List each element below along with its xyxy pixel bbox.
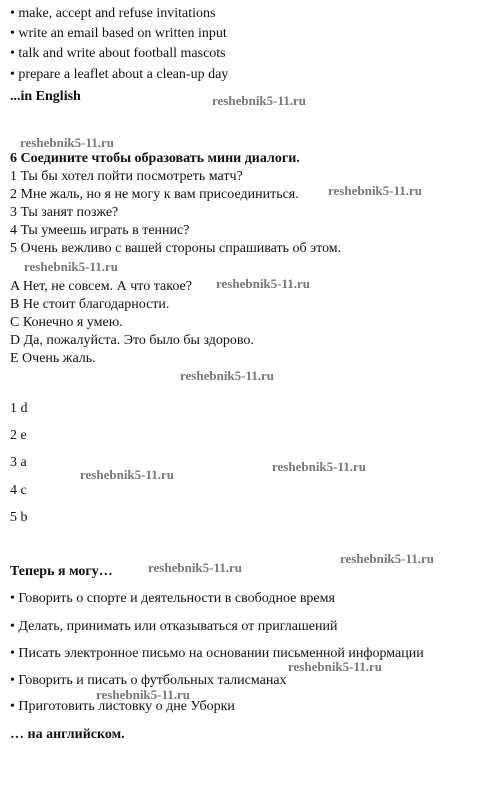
watermark: reshebnik5-11.ru [340, 551, 435, 566]
option-c: C Конечно я умею. [10, 315, 123, 330]
watermark: reshebnik5-11.ru [24, 259, 119, 274]
option-d: D Да, пожалуйста. Это было бы здорово. [10, 333, 254, 348]
bullet-ru-2: • Делать, принимать или отказываться от приглашений [10, 619, 338, 634]
question-3: 3 Ты занят позже? [10, 205, 119, 220]
answer-1: 1 d [10, 401, 28, 416]
watermark: reshebnik5-11.ru [212, 93, 307, 108]
bullet-en-1: • make, accept and refuse invitations [10, 6, 216, 21]
answer-3: 3 a [10, 455, 27, 470]
now-i-can-heading: Теперь я могу… [10, 564, 113, 579]
option-a: A Нет, не совсем. А что такое? [10, 279, 192, 294]
watermark: reshebnik5-11.ru [180, 368, 275, 383]
bullet-en-4: • prepare a leaflet about a clean-up day [10, 67, 229, 82]
bullet-en-2: • write an email based on written input [10, 26, 227, 41]
question-2: 2 Мне жаль, но я не могу к вам присоединиться. [10, 187, 299, 202]
watermark: reshebnik5-11.ru [96, 687, 191, 702]
question-4: 4 Ты умеешь играть в теннис? [10, 223, 190, 238]
in-english-label-ru: … на английском. [10, 727, 125, 742]
question-1: 1 Ты бы хотел пойти посмотреть матч? [10, 169, 243, 184]
watermark: reshebnik5-11.ru [20, 135, 115, 150]
watermark: reshebnik5-11.ru [216, 276, 311, 291]
watermark: reshebnik5-11.ru [272, 459, 367, 474]
option-e: E Очень жаль. [10, 351, 96, 366]
watermark: reshebnik5-11.ru [80, 467, 175, 482]
bullet-ru-1: • Говорить о спорте и деятельности в свободное время [10, 591, 335, 606]
bullet-ru-4: • Говорить и писать о футбольных талисманах [10, 673, 287, 688]
in-english-label: ...in English [10, 89, 81, 104]
watermark: reshebnik5-11.ru [288, 659, 383, 674]
question-5: 5 Очень вежливо с вашей стороны спрашивать об этом. [10, 241, 342, 256]
task-heading: 6 Соедините чтобы образовать мини диалоги. [10, 151, 300, 166]
answer-4: 4 c [10, 483, 27, 498]
bullet-en-3: • talk and write about football mascots [10, 46, 226, 61]
watermark: reshebnik5-11.ru [148, 560, 243, 575]
answer-5: 5 b [10, 510, 28, 525]
answer-2: 2 e [10, 428, 27, 443]
bullet-ru-5: • Приготовить листовку о дне Уборки [10, 699, 235, 714]
watermark: reshebnik5-11.ru [328, 183, 423, 198]
option-b: B Не стоит благодарности. [10, 297, 170, 312]
bullet-ru-3: • Писать электронное письмо на основании письменной информации [10, 646, 424, 661]
